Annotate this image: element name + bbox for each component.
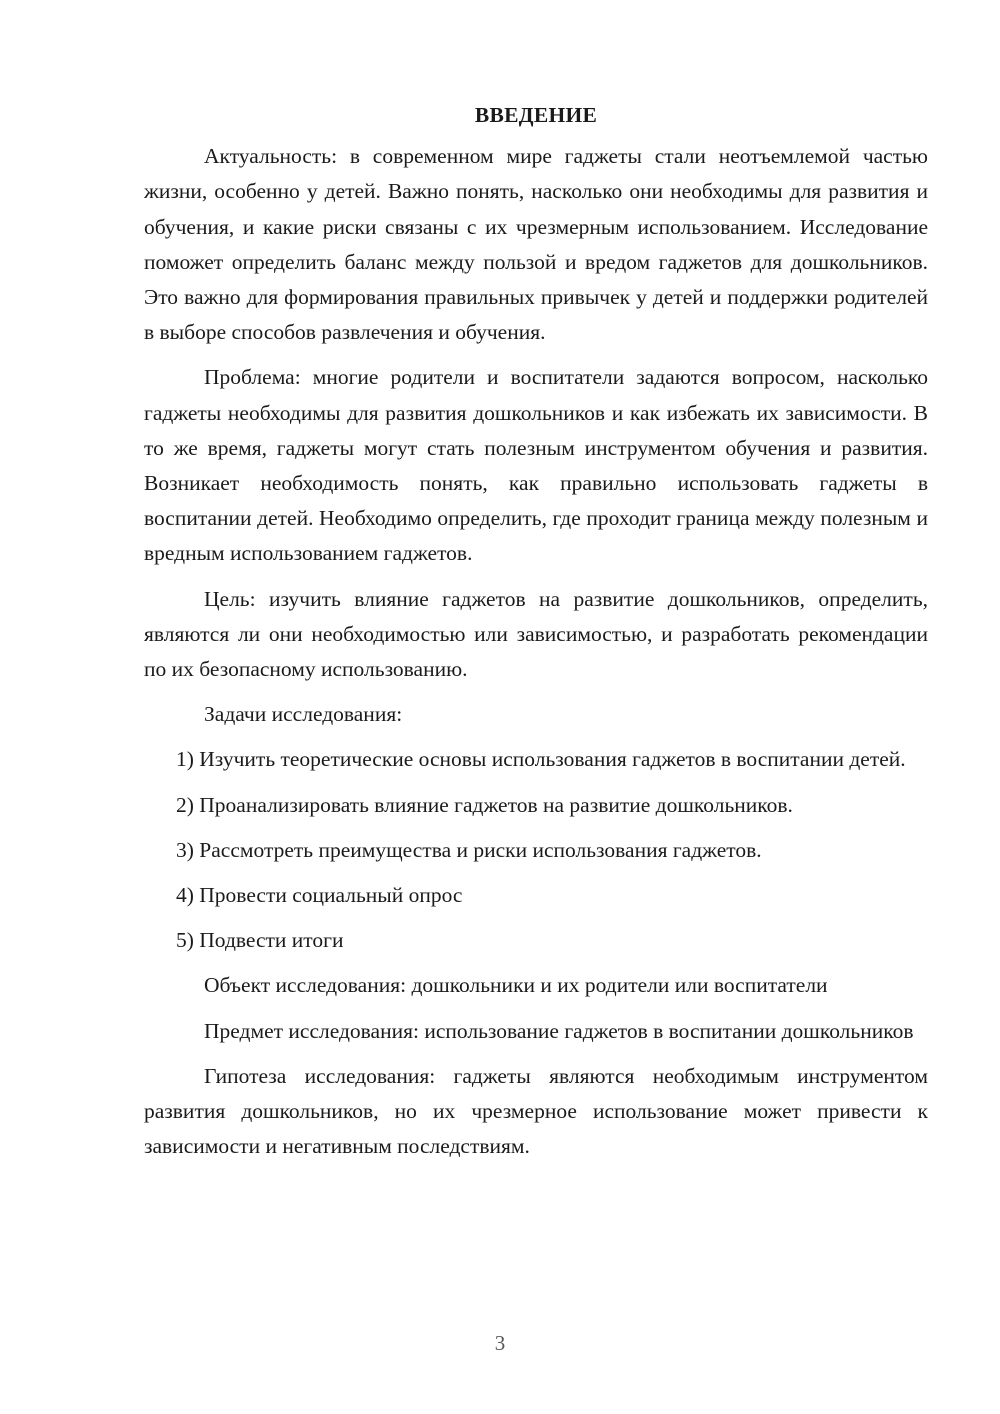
task-item-4: 4) Провести социальный опрос [176,883,463,908]
hypothesis-paragraph: Гипотеза исследования: гаджеты являются необходимым инструментом развития дошкольников, но их чрезмерное использование может привести к зависимости и негативным последствиям. [144,1063,928,1159]
tasks-heading: Задачи исследования: [204,702,403,727]
document-page [144,98,928,1174]
subject-paragraph: Предмет исследования: использование гаджетов в воспитании дошкольников [204,1018,914,1043]
problem-paragraph: Проблема: многие родители и воспитатели задаются вопросом, насколько гаджеты необходимы для развития дошкольников и как избежать их зависимости. В то же время, гаджеты могут стать полезным инструментом обучения и развития. Возникает необходимость понять, как правильно использовать гаджеты в воспитании детей. Необходимо определить, где проходит граница между полезным и вредным использованием гаджетов. [144,365,928,566]
task-item-1: 1) Изучить теоретические основы использования гаджетов в воспитании детей. [176,747,906,772]
goal-paragraph: Цель: изучить влияние гаджетов на развитие дошкольников, определить, являются ли они необходимостью или зависимостью, и разработать рекомендации по их безопасному использованию. [144,586,928,682]
object-paragraph: Объект исследования: дошкольники и их родители или воспитатели [204,973,828,998]
task-item-5: 5) Подвести итоги [176,928,344,953]
task-item-2: 2) Проанализировать влияние гаджетов на развитие дошкольников. [176,792,793,817]
relevance-paragraph: Актуальность: в современном мире гаджеты стали неотъемлемой частью жизни, особенно у детей. Важно понять, насколько они необходимы для развития и обучения, и какие риски связаны с их чрезмерным использованием. Исследование поможет определить баланс между пользой и вредом гаджетов для дошкольников. Это важно для формирования правильных привычек у детей и поддержки родителей в выборе способов развлечения и обучения. [144,144,928,345]
page-title: ВВЕДЕНИЕ [474,103,598,127]
task-item-3: 3) Рассмотреть преимущества и риски использования гаджетов. [176,837,762,862]
page-number: 3 [494,1331,506,1355]
